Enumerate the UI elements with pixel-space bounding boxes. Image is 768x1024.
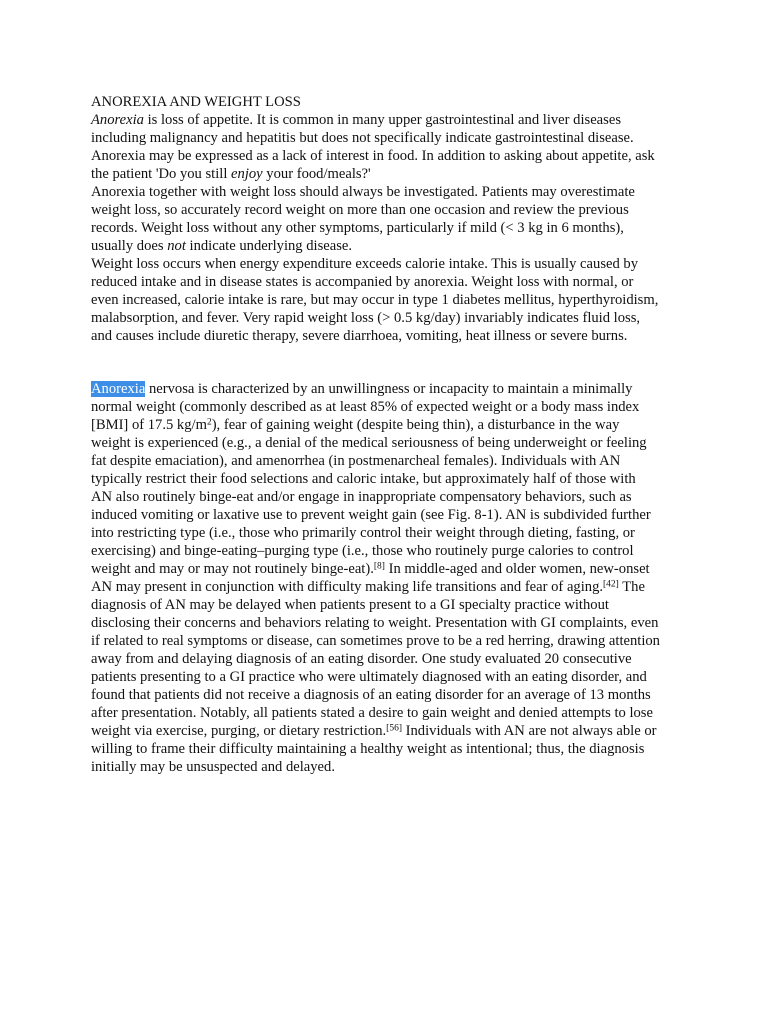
text-line bbox=[91, 183, 691, 201]
text-run: weight loss, so accurately record weight on more than one occasion and review the previous bbox=[91, 202, 629, 218]
text-run: records. Weight loss without any other symptoms, particularly if mild (< 3 kg in 6 months), bbox=[91, 220, 624, 236]
text-run: is loss of appetite. It is common in many upper gastrointestinal and liver diseases bbox=[143, 112, 621, 128]
text-run[interactable]: [BMI] of 17.5 kg/m bbox=[91, 417, 207, 433]
text-line[interactable] bbox=[91, 704, 691, 722]
text-line[interactable] bbox=[91, 524, 691, 542]
text-line[interactable] bbox=[91, 596, 691, 614]
text-line[interactable] bbox=[91, 416, 691, 434]
text-line[interactable] bbox=[91, 758, 691, 776]
section-heading: ANOREXIA AND WEIGHT LOSS bbox=[91, 94, 301, 110]
section-anorexia-nervosa[interactable] bbox=[91, 380, 691, 776]
text-line[interactable] bbox=[91, 470, 691, 488]
text-line bbox=[91, 201, 691, 219]
text-line bbox=[91, 165, 691, 183]
text-line[interactable] bbox=[91, 668, 691, 686]
text-run[interactable]: weight is experienced (e.g., a denial of the medical seriousness of being underweight or feeling bbox=[91, 435, 647, 451]
text-run: indicate underlying disease. bbox=[185, 238, 353, 254]
text-run[interactable]: Individuals with AN are not always able or bbox=[402, 723, 657, 739]
text-run[interactable]: willing to frame their difficulty maintaining a healthy weight as intentional; thus, the diagnosis bbox=[91, 741, 645, 757]
text-line[interactable] bbox=[91, 542, 691, 560]
superscript[interactable]: 2 bbox=[206, 417, 212, 428]
text-line[interactable] bbox=[91, 434, 691, 452]
superscript[interactable]: [56] bbox=[386, 723, 402, 734]
text-run[interactable]: initially may be unsuspected and delayed. bbox=[91, 759, 335, 775]
italic-text: Anorexia bbox=[91, 112, 144, 128]
text-line[interactable] bbox=[91, 398, 691, 416]
text-line[interactable] bbox=[91, 614, 691, 632]
text-line[interactable] bbox=[91, 452, 691, 470]
text-run[interactable]: patients presenting to a GI practice who were ultimately diagnosed with an eating disorder, and bbox=[91, 669, 647, 685]
text-line[interactable] bbox=[91, 632, 691, 650]
text-line bbox=[91, 291, 691, 309]
text-run: and causes include diuretic therapy, severe diarrhoea, vomiting, heat illness or severe burns. bbox=[91, 328, 628, 344]
text-line[interactable] bbox=[91, 560, 691, 578]
text-run: reduced intake and in disease states is accompanied by anorexia. Weight loss with normal, or bbox=[91, 274, 634, 290]
text-run[interactable]: ), fear of gaining weight (despite being thin), a disturbance in the way bbox=[211, 417, 620, 433]
superscript[interactable]: [42] bbox=[603, 579, 619, 590]
text-run[interactable]: away from and delaying diagnosis of an eating disorder. One study evaluated 20 consecutive bbox=[91, 651, 632, 667]
text-run[interactable]: found that patients did not receive a diagnosis of an eating disorder for an average of 13 months bbox=[91, 687, 651, 703]
text-run[interactable]: after presentation. Notably, all patients stated a desire to gain weight and denied attempts to lose bbox=[91, 705, 653, 721]
text-line[interactable] bbox=[91, 740, 691, 758]
text-line bbox=[91, 219, 691, 237]
text-line[interactable] bbox=[91, 650, 691, 668]
text-run[interactable]: normal weight (commonly described as at least 85% of expected weight or a body mass index bbox=[91, 399, 640, 415]
text-run: even increased, calorie intake is rare, but may occur in type 1 diabetes mellitus, hyperthyroidism, bbox=[91, 292, 659, 308]
text-run: Weight loss occurs when energy expenditure exceeds calorie intake. This is usually caused by bbox=[91, 256, 639, 272]
text-line[interactable] bbox=[91, 380, 691, 398]
text-run[interactable]: fat despite emaciation), and amenorrhea (in postmenarcheal females). Individuals with AN bbox=[91, 453, 621, 469]
section-body[interactable] bbox=[91, 380, 691, 776]
text-run[interactable]: exercising) and binge-eating–purging type (i.e., those who routinely purge calories to control bbox=[91, 543, 634, 559]
text-line bbox=[91, 273, 691, 291]
text-run: including malignancy and hepatitis but does not specifically indicate gastrointestinal disease. bbox=[91, 130, 634, 146]
text-run[interactable]: typically restrict their food selections and caloric intake, but approximately half of those with bbox=[91, 471, 636, 487]
text-run[interactable]: In middle-aged and older women, new-onset bbox=[384, 561, 650, 577]
text-run[interactable]: diagnosis of AN may be delayed when patients present to a GI specialty practice without bbox=[91, 597, 609, 613]
text-run: usually does bbox=[91, 238, 168, 254]
section-anorexia-weight-loss bbox=[91, 93, 691, 345]
text-run: your food/meals?' bbox=[262, 166, 371, 182]
text-run[interactable]: if related to real symptoms or disease, can sometimes prove to be a red herring, drawing attention bbox=[91, 633, 660, 649]
text-run: Anorexia may be expressed as a lack of interest in food. In addition to asking about appetite, ask bbox=[91, 148, 655, 164]
italic-text: enjoy bbox=[231, 166, 263, 182]
text-run[interactable]: AN may present in conjunction with difficulty making life transitions and fear of aging. bbox=[91, 579, 604, 595]
text-run: the patient 'Do you still bbox=[91, 166, 232, 182]
text-run[interactable]: The bbox=[618, 579, 645, 595]
text-line[interactable] bbox=[91, 506, 691, 524]
text-run[interactable]: weight via exercise, purging, or dietary restriction. bbox=[91, 723, 387, 739]
text-run[interactable]: into restricting type (i.e., those who primarily control their weight through dieting, fasting, or bbox=[91, 525, 635, 541]
italic-text: not bbox=[167, 238, 186, 254]
text-run: Anorexia together with weight loss should always be investigated. Patients may overestimate bbox=[91, 184, 635, 200]
text-line[interactable] bbox=[91, 578, 691, 596]
text-line bbox=[91, 327, 691, 345]
text-run[interactable]: AN also routinely binge-eat and/or engage in inappropriate compensatory behaviors, such as bbox=[91, 489, 632, 505]
text-line[interactable] bbox=[91, 488, 691, 506]
text-line[interactable] bbox=[91, 722, 691, 740]
superscript[interactable]: [8] bbox=[373, 561, 385, 572]
text-run[interactable]: nervosa is characterized by an unwillingness or incapacity to maintain a minimally bbox=[145, 381, 633, 397]
selected-text-highlight[interactable]: Anorexia bbox=[91, 381, 146, 397]
text-line bbox=[91, 147, 691, 165]
text-line bbox=[91, 237, 691, 255]
text-line bbox=[91, 309, 691, 327]
text-line bbox=[91, 255, 691, 273]
text-line bbox=[91, 111, 691, 129]
text-run: malabsorption, and fever. Very rapid weight loss (> 0.5 kg/day) invariably indicates fluid loss, bbox=[91, 310, 641, 326]
text-line[interactable] bbox=[91, 686, 691, 704]
text-run[interactable]: induced vomiting or laxative use to prevent weight gain (see Fig. 8-1). AN is subdivided further bbox=[91, 507, 651, 523]
text-line bbox=[91, 129, 691, 147]
section-body bbox=[91, 111, 691, 345]
text-run[interactable]: disclosing their concerns and behaviors relating to weight. Presentation with GI complaints, even bbox=[91, 615, 659, 631]
text-run[interactable]: weight and may or may not routinely binge-eat). bbox=[91, 561, 374, 577]
